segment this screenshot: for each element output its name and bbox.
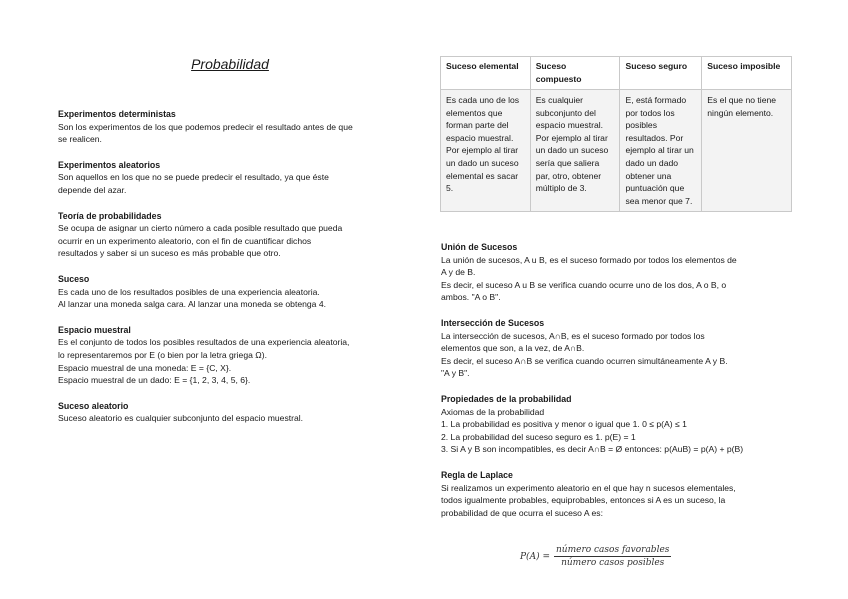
section-line: elementos que son, a la vez, de A∩B. [441,343,585,354]
section-line: La intersección de sucesos, A∩B, es el suceso formado por todos los [441,330,705,341]
section-heading: Suceso aleatorio [58,400,129,411]
section-line: La unión de sucesos, A u B, es el suceso formado por todos los elementos de [441,254,737,265]
section-line: Espacio muestral de una moneda: E = {C, X}. [58,362,232,373]
formula-fraction [554,545,671,568]
section-line: Si realizamos un experimento aleatorio en el que hay n sucesos elementales, [441,482,736,493]
section-suceso [58,273,413,311]
section-heading: Intersección de Sucesos [441,317,545,328]
table-cell: Es el que no tiene ningún elemento. [702,90,792,212]
section-line: Es cada uno de los resultados posibles de una experiencia aleatoria. [58,286,320,297]
table-header-row [441,57,792,90]
section-line: Al lanzar una moneda salga cara. Al lanzar una moneda se obtenga 4. [58,299,327,310]
table-header: Suceso compuesto [530,57,620,90]
section-line: Es decir, el suceso A∩B se verifica cuando ocurren simultáneamente A y B. [441,355,728,366]
section-propiedades-probabilidad [441,393,793,456]
table-cell: E, está formado por todos los posibles resultados. Por ejemplo al tirar un dado un dado obtener una puntuación que sea menor que 7. [620,90,702,212]
section-line: Son aquellos en los que no se puede predecir el resultado, ya que éste [58,172,329,183]
section-line: ambos. "A o B". [441,292,501,303]
section-teoria-probabilidades [58,210,413,260]
laplace-formula [520,545,671,568]
section-espacio-muestral [58,324,413,387]
page-title: Probabilidad [191,56,269,72]
section-line: 3. Si A y B son incompatibles, es decir A∩B = Ø entonces: p(AuB) = p(A) + p(B) [441,444,744,455]
section-heading: Espacio muestral [58,324,131,335]
section-line: probabilidad de que ocurra el suceso A es: [441,507,603,518]
formula-denominator: número casos posibles [561,558,665,568]
section-line: lo representaremos por E (o bien por la letra griega Ω). [58,349,267,360]
section-line: se realicen. [58,134,102,145]
section-line: Se ocupa de asignar un cierto número a cada posible resultado que pueda [58,223,343,234]
section-experimentos-aleatorios [58,159,413,197]
section-line: Es el conjunto de todos los posibles resultados de una experiencia aleatoria, [58,337,350,348]
section-line: Suceso aleatorio es cualquier subconjunto del espacio muestral. [58,413,304,424]
table-header: Suceso seguro [620,57,702,90]
section-line: resultados y saber si un suceso es más probable que otro. [58,248,281,259]
section-union-sucesos [441,241,793,304]
section-heading: Suceso [58,273,90,284]
section-line: A y de B. [441,267,476,278]
section-interseccion-sucesos [441,317,793,380]
section-line: ocurrir en un experimento aleatorio, con el fin de cuantificar dichos [58,235,312,246]
section-heading: Experimentos aleatorios [58,159,161,170]
section-line: todos igualmente probables, equiprobables, entonces si A es un suceso, la [441,495,726,506]
formula-lhs: P(A) = [520,551,550,562]
section-line: depende del azar. [58,184,127,195]
section-suceso-aleatorio [58,400,413,425]
sucesos-table [440,56,792,212]
section-experimentos-deterministas [58,108,413,146]
section-line: Espacio muestral de un dado: E = {1, 2, 3, 4, 5, 6}. [58,375,251,386]
section-regla-laplace [441,469,793,519]
table-header: Suceso elemental [441,57,531,90]
section-line: "A y B". [441,368,470,379]
table-cell: Es cada uno de los elementos que forman parte del espacio muestral. Por ejemplo al tirar un dado un suceso elemental es sacar 5. [441,90,531,212]
table-cell: Es cualquier subconjunto del espacio muestral. Por ejemplo al tirar un dado un suceso sería que saliera par, otro, obtener múltiplo de 3. [530,90,620,212]
section-line: Es decir, el suceso A u B se verifica cuando ocurre uno de los dos, A o B, o [441,279,727,290]
section-line: 1. La probabilidad es positiva y menor o igual que 1. 0 ≤ p(A) ≤ 1 [441,419,687,430]
section-line: Son los experimentos de los que podemos predecir el resultado antes de que [58,121,353,132]
section-line: Axiomas de la probabilidad [441,406,545,417]
left-column [58,108,413,438]
section-heading: Experimentos deterministas [58,109,176,119]
table-header: Suceso imposible [702,57,792,90]
table-row [441,90,792,212]
section-line: 2. La probabilidad del suceso seguro es 1. p(E) = 1 [441,431,636,442]
section-heading: Teoría de probabilidades [58,210,162,221]
formula-numerator: número casos favorables [555,545,670,555]
section-heading: Unión de Sucesos [441,242,518,252]
section-heading: Regla de Laplace [441,469,513,480]
right-column [441,241,793,532]
section-heading: Propiedades de la probabilidad [441,393,572,404]
